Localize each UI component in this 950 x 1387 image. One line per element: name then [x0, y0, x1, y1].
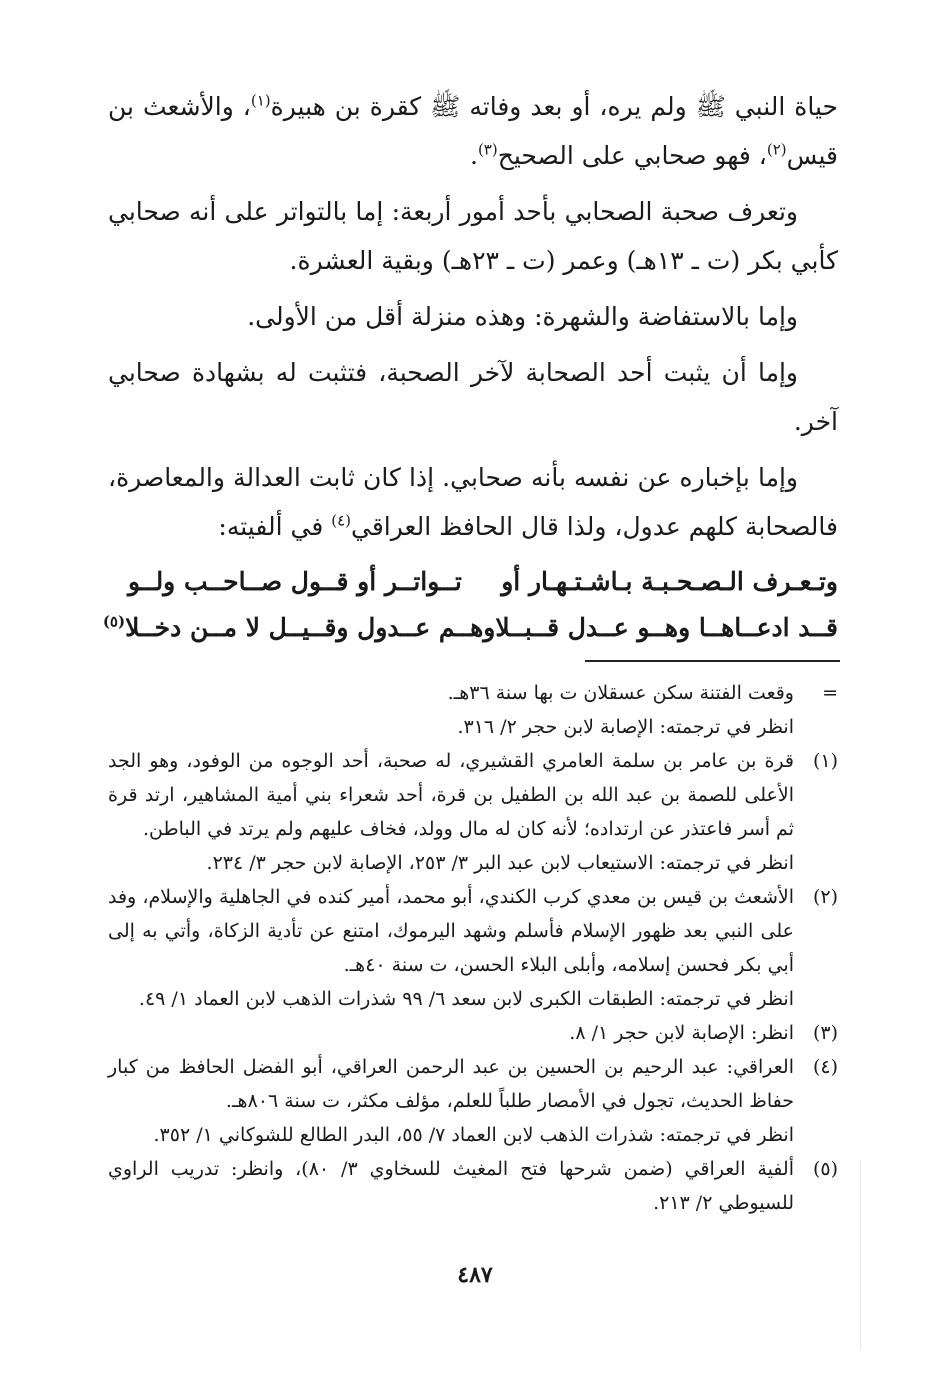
- footnote-ref-1[interactable]: (١): [250, 91, 271, 110]
- p1-part-b: ، والأشعث بن قيس: [108, 92, 838, 170]
- verse-1-second-hemistich: تــواتــر أو قــول صــاحــب ولــو: [128, 567, 462, 596]
- footnote-1: [108, 744, 838, 846]
- footnote-continuation: [108, 676, 838, 710]
- footnote-separator: [585, 660, 840, 662]
- footnote-4-reference: انظر في ترجمته: شذرات الذهب لابن العماد ٧/ ٥٥، البدر الطالع للشوكاني ١/ ٣٥٢.: [153, 1124, 794, 1146]
- p1-part-c: ، فهو صحابي على الصحيح: [497, 141, 767, 170]
- paragraph-5: [108, 453, 838, 551]
- page-number: ٤٨٧: [457, 1262, 493, 1288]
- verse-2-first-hemistich: قــد ادعــاهــا وهــو عــدل قــبــلا: [495, 613, 838, 642]
- verse-2-second-hemistich: [103, 605, 496, 651]
- poem-verse-1: [108, 559, 838, 605]
- footnote-1-number: (١): [812, 750, 838, 772]
- p1-part-a: حياة النبي ﷺ ولم يره، أو بعد وفاته ﷺ كقرة بن هبيرة: [270, 92, 838, 121]
- continuation-mark: =: [822, 682, 838, 704]
- footnote-1-text: قرة بن عامر بن سلمة العامري القشيري، له صحبة، أحد الوجوه من الوفود، وهو الجد الأعلى للصمة بن عبد الله بن الطفيل بن قرة، أحد شعراء بني أمية المشاهير، ارتد قرة ثم أسر فاعتذر عن ارتداده؛ لأنه كان له مال وولد، فخاف عليهم ولم يرتد في الباطن.: [108, 750, 794, 840]
- footnote-3-text: انظر: الإصابة لابن حجر ١/ ٨.: [569, 1022, 794, 1044]
- footnote-1-reference: انظر في ترجمته: الاستيعاب لابن عبد البر ٣/ ٢٥٣، الإصابة لابن حجر ٣/ ٢٣٤.: [206, 852, 794, 874]
- paragraph-2: وتعرف صحبة الصحابي بأحد أمور أربعة: إما بالتواتر على أنه صحابي كأبي بكر (ت ـ ١٣هـ) وعمر (ت ـ ٢٣هـ) وبقية العشرة.: [108, 197, 838, 275]
- footnotes: [108, 676, 838, 1220]
- paragraph-3: وإما بالاستفاضة والشهرة: وهذه منزلة أقل من الأولى.: [247, 302, 798, 331]
- continuation-text: وقعت الفتنة سكن عسقلان ت بها سنة ٣٦هـ.: [447, 682, 794, 704]
- paragraph-1: [108, 82, 838, 180]
- p5-part-b: في ألفيته:: [218, 512, 332, 541]
- footnote-5-number: (٥): [812, 1158, 838, 1180]
- footnote-ref-5[interactable]: (٥): [102, 612, 126, 631]
- p1-part-d: .: [469, 141, 478, 170]
- footnote-ref-2[interactable]: (٢): [766, 140, 787, 159]
- footnote-4: [108, 1050, 838, 1118]
- footnote-ref-4[interactable]: (٤): [331, 511, 351, 530]
- poem-verse-2: [102, 605, 838, 651]
- footnote-2-reference: انظر في ترجمته: الطبقات الكبرى لابن سعد ٦/ ٩٩ شذرات الذهب لابن العماد ١/ ٤٩.: [138, 988, 794, 1010]
- verse-1-first-hemistich: وتـعـرف الـصـحـبـة بـاشـتـهـار أو: [501, 567, 838, 596]
- continuation-reference: انظر في ترجمته: الإصابة لابن حجر ٢/ ٣١٦.: [457, 716, 794, 738]
- footnote-2-number: (٢): [812, 886, 838, 908]
- footnote-ref-3[interactable]: (٣): [477, 140, 498, 159]
- paragraph-4: وإما أن يثبت أحد الصحابة لآخر الصحبة، فتثبت له بشهادة صحابي آخر.: [108, 358, 838, 436]
- poem: [102, 559, 838, 651]
- p5-part-a: وإما بإخباره عن نفسه بأنه صحابي. إذا كان ثابت العدالة والمعاصرة، فالصحابة كلهم عدول، ولذا قال الحافظ العراقي: [108, 463, 838, 541]
- main-text: [102, 82, 838, 651]
- footnote-3-number: (٣): [812, 1022, 838, 1044]
- footnote-5: [108, 1152, 838, 1220]
- footnote-4-number: (٤): [812, 1056, 838, 1078]
- footnote-3: [108, 1016, 838, 1050]
- footnote-5-text: ألفية العراقي (ضمن شرحها فتح المغيث للسخاوي ٣/ ٨٠)، وانظر: تدريب الراوي للسيوطي ٢/ ٢١٣.: [108, 1158, 794, 1214]
- footnote-4-text: العراقي: عبد الرحيم بن الحسين بن عبد الرحمن العراقي، أبو الفضل الحافظ من كبار حفاظ الحديث، تجول في الأمصار طلباً للعلم، مؤلف مكثر، ت سنة ٨٠٦هـ.: [108, 1056, 794, 1112]
- footnote-2-text: الأشعث بن قيس بن معدي كرب الكندي، أبو محمد، أمير كنده في الجاهلية والإسلام، وفد على النبي بعد ظهور الإسلام فأسلم وشهد اليرموك، امتنع عن تأدية الزكاة، وأتي به إلى أبي بكر فحسن إسلامه، وأبلى البلاء الحسن، ت سنة ٤٠هـ.: [108, 886, 794, 976]
- scan-edge-line: [860, 1160, 861, 1350]
- footnote-2: [108, 880, 838, 982]
- verse-2-second-text: وهــم عــدول وقــيــل لا مــن دخــلا: [125, 613, 496, 642]
